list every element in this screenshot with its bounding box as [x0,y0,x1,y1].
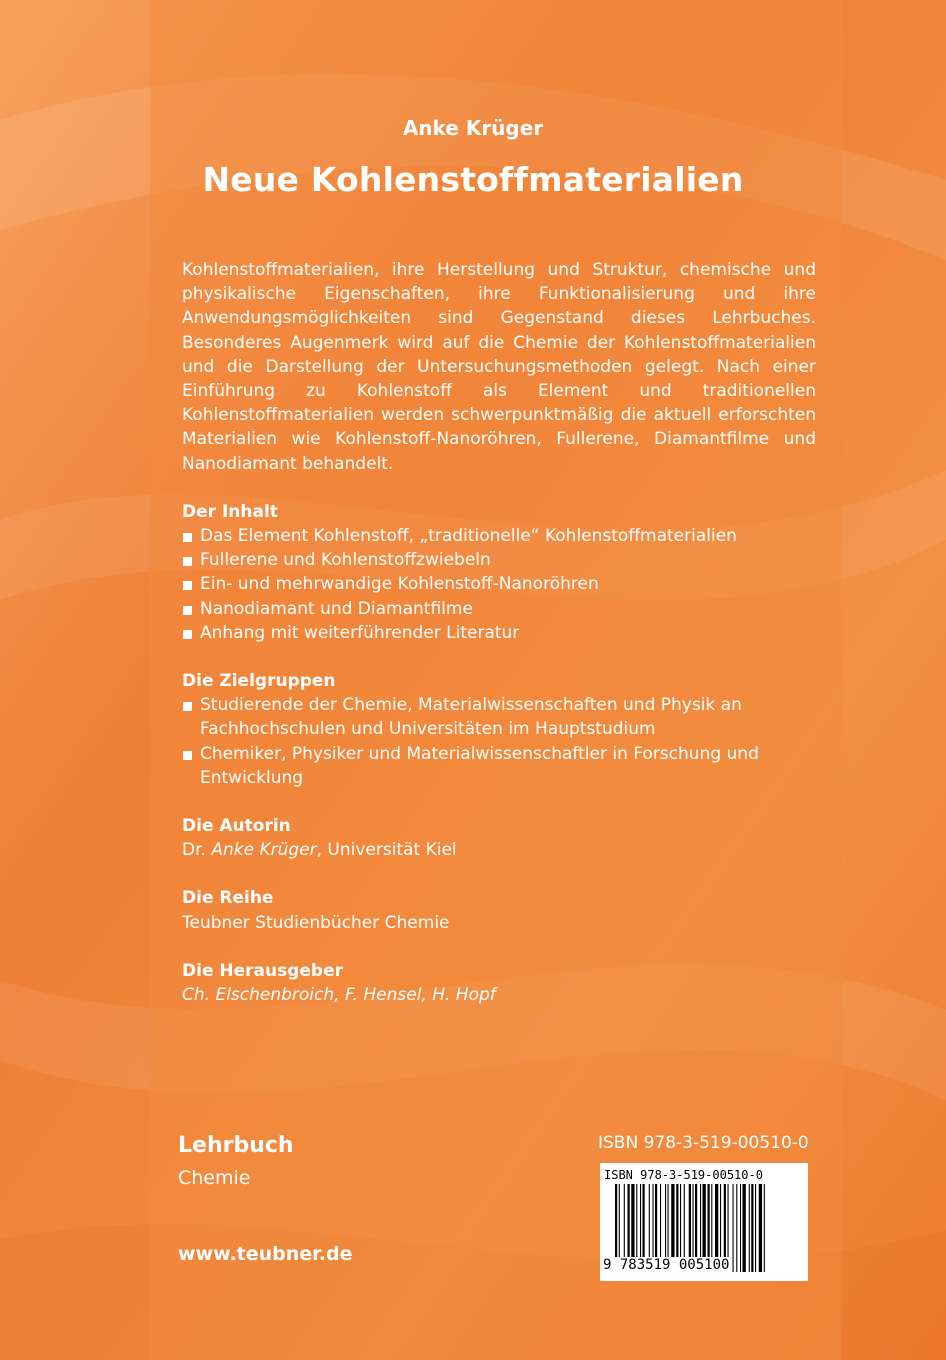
book-title: Neue Kohlenstoffmaterialien [202,160,744,199]
barcode-bar [755,1184,756,1272]
author-name: Anke Krüger [402,116,544,140]
barcode-bar [736,1184,737,1272]
autorin-text [182,838,816,862]
zielgruppen-list [182,693,816,790]
barcode-bar [759,1184,762,1272]
blurb-content [182,258,816,1007]
barcode-digits: 9 783519 005100 [603,1257,730,1273]
lehrbuch-label: Lehrbuch [178,1133,294,1158]
autorin-suffix: , Universität Kiel [316,840,457,861]
herausgeber-text: Ch. Elschenbroich, F. Hensel, H. Hopf [182,985,496,1006]
barcode-bar [764,1184,765,1272]
list-item: Ein- und mehrwandige Kohlenstoff-Nanoröhren [182,572,816,596]
section-autorin [182,814,816,862]
inhalt-heading: Der Inhalt [182,501,278,522]
section-reihe [182,886,816,934]
herausgeber-heading: Die Herausgeber [182,960,344,981]
barcode-bar [751,1184,753,1272]
barcode-bar [740,1184,741,1272]
reihe-heading: Die Reihe [182,888,274,909]
section-zielgruppen [182,669,816,790]
barcode-bar [749,1184,750,1272]
list-item: Das Element Kohlenstoff, „traditionelle“ Kohlenstoffmaterialien [182,524,816,548]
autorin-heading: Die Autorin [182,816,291,837]
list-item: Fullerene und Kohlenstoffzwiebeln [182,548,816,572]
list-item: Studierende der Chemie, Materialwissenschaften und Physik an Fachhochschulen und Universitäten im Hauptstudium [182,693,816,741]
barcode-isbn: ISBN 978-3-519-00510-0 [604,1168,763,1182]
intro-paragraph: Kohlenstoffmaterialien, ihre Herstellung und Struktur, chemische und physikalische Eigenschaften, ihre Funktionalisierung und ihre Anwendungsmöglichkeiten sind Gegenstand dieses Lehrbuches. Besonderes Augenmerk wird auf die Chemie der Kohlenstoffmaterialien und die Darstellung der Untersuchungsmethoden gelegt. Nach einer Einführung zu Kohlenstoff als Element und traditionellen Kohlenstoffmaterialien werden schwerpunktmäßig die aktuell erforschten Materialien wie Kohlenstoff-Nanoröhren, Fullerene, Diamantfilme und Nanodiamant behandelt. [182,260,816,474]
autorin-prefix: Dr. [182,840,212,861]
inhalt-list [182,524,816,645]
autorin-name: Anke Krüger [211,840,317,861]
section-inhalt [182,500,816,645]
barcode-bar [743,1184,746,1272]
list-item: Anhang mit weiterführender Literatur [182,621,816,645]
publisher-website: www.teubner.de [178,1243,353,1265]
chemie-label: Chemie [178,1167,251,1189]
barcode-bar [733,1184,734,1272]
list-item: Chemiker, Physiker und Materialwissenschaftler in Forschung und Entwicklung [182,742,816,790]
list-item: Nanodiamant und Diamantfilme [182,597,816,621]
reihe-text: Teubner Studienbücher Chemie [182,912,450,933]
section-herausgeber [182,959,816,1007]
isbn-label: ISBN 978-3-519-00510-0 [598,1133,809,1153]
zielgruppen-heading: Die Zielgruppen [182,671,336,692]
